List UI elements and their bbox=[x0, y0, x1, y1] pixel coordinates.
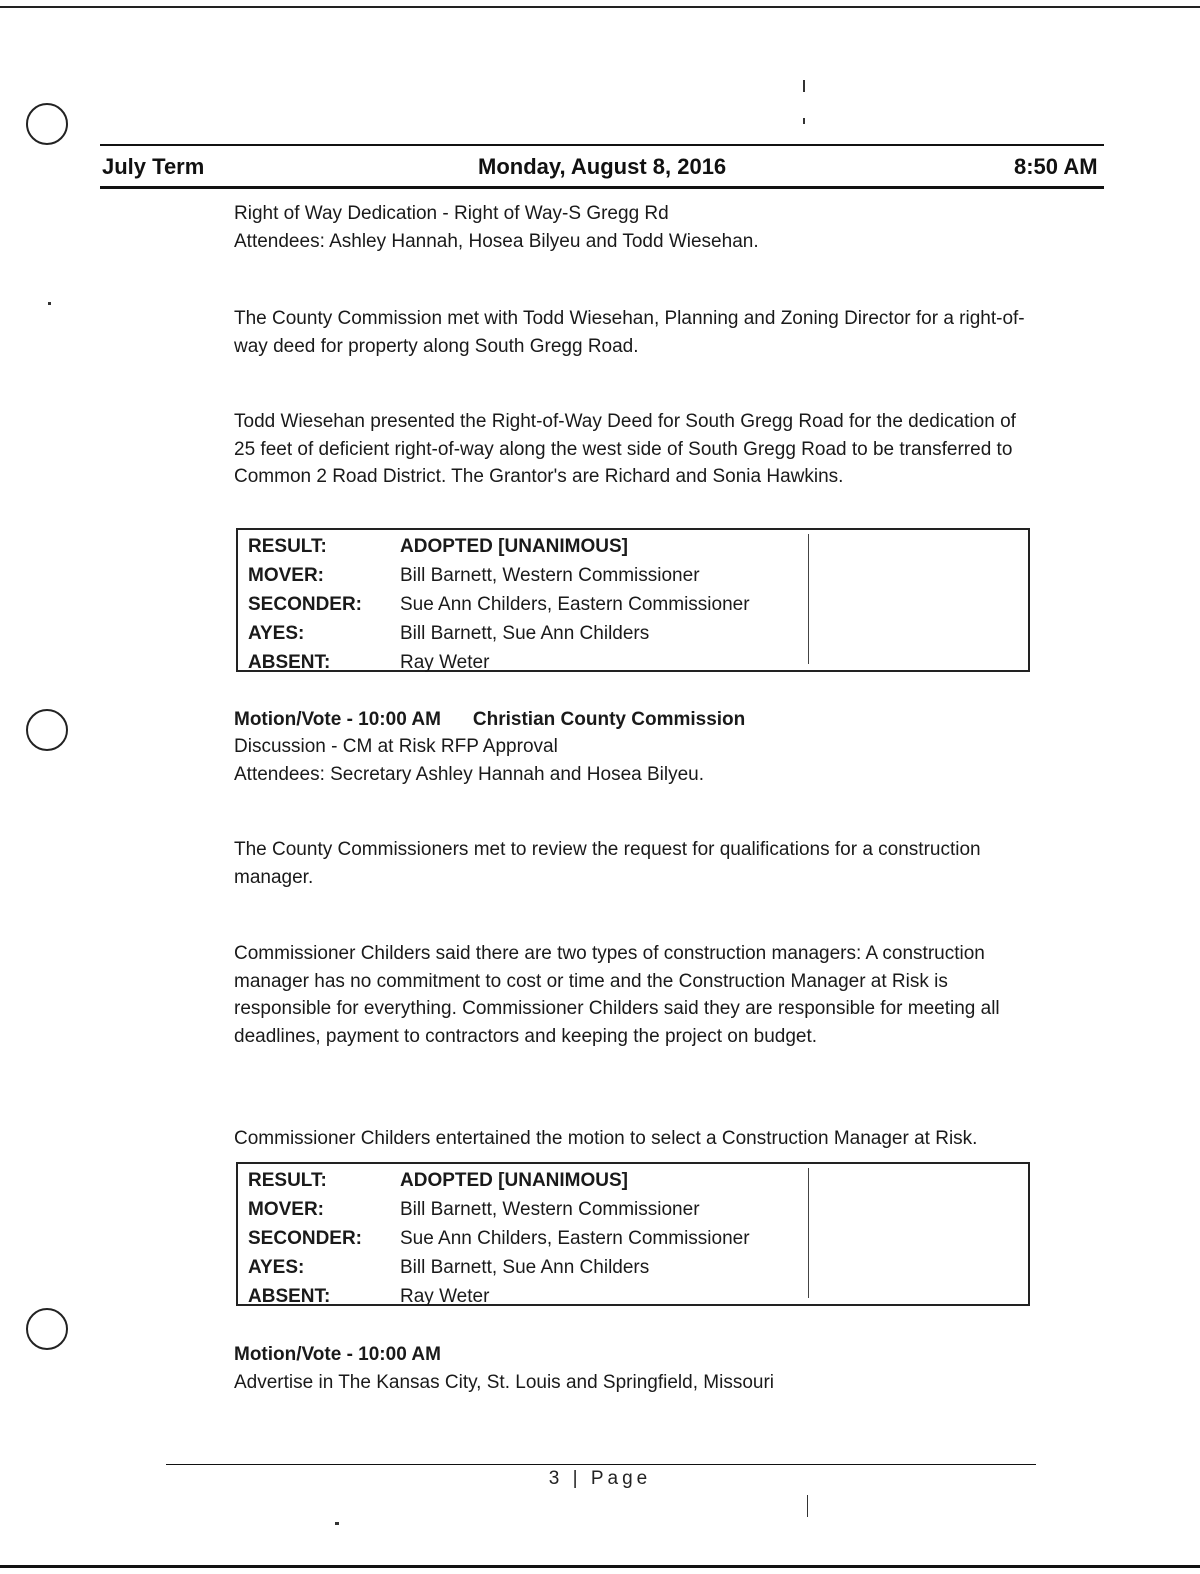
vote-mover: Bill Barnett, Western Commissioner bbox=[400, 565, 700, 586]
discussion-line: Discussion - CM at Risk RFP Approval bbox=[234, 736, 558, 757]
vote-label: RESULT: bbox=[248, 536, 327, 557]
agenda-item-title: Advertise in The Kansas City, St. Louis and Springfield, Missouri bbox=[234, 1372, 774, 1393]
vote-absent: Ray Weter bbox=[400, 1286, 490, 1307]
table-divider bbox=[808, 534, 809, 664]
scan-speck bbox=[48, 302, 51, 305]
vote-seconder: Sue Ann Childers, Eastern Commissioner bbox=[400, 594, 750, 615]
scan-bottom-edge bbox=[0, 1565, 1200, 1568]
vote-label: SECONDER: bbox=[248, 1228, 363, 1249]
table-divider bbox=[808, 1168, 809, 1298]
agenda-item-title: Right of Way Dedication - Right of Way-S Gregg Rd bbox=[234, 203, 669, 224]
term-label: July Term bbox=[102, 154, 205, 179]
punch-hole-top bbox=[26, 103, 68, 145]
vote-label: MOVER: bbox=[248, 565, 324, 586]
paragraph: The County Commissioners met to review the request for qualifications for a construction manager. bbox=[234, 839, 981, 888]
header-bottom-rule bbox=[100, 186, 1104, 189]
motion-body: Christian County Commission bbox=[472, 709, 746, 730]
scan-speck bbox=[803, 118, 805, 124]
vote-result: ADOPTED [UNANIMOUS] bbox=[400, 1170, 628, 1191]
paragraph: Commissioner Childers entertained the motion to select a Construction Manager at Risk. bbox=[234, 1128, 978, 1149]
vote-seconder: Sue Ann Childers, Eastern Commissioner bbox=[400, 1228, 750, 1249]
vote-result-table bbox=[236, 1162, 1030, 1306]
punch-hole-middle bbox=[26, 709, 68, 751]
vote-label: AYES: bbox=[248, 1257, 305, 1278]
scan-speck bbox=[335, 1522, 339, 1525]
vote-ayes: Bill Barnett, Sue Ann Childers bbox=[400, 623, 650, 644]
vote-result: ADOPTED [UNANIMOUS] bbox=[400, 536, 628, 557]
motion-type: Motion/Vote - 10:00 AM bbox=[234, 709, 441, 730]
minutes-body bbox=[234, 200, 1034, 1420]
motion-heading: Motion/Vote - 10:00 AM bbox=[234, 1344, 441, 1365]
scan-speck bbox=[807, 1495, 808, 1517]
header-top-rule bbox=[100, 144, 1104, 146]
paragraph: Todd Wiesehan presented the Right-of-Way Deed for South Gregg Road for the dedication of 25 feet of deficient right-of-way along the west side of South Gregg Road to be transferred to Common 2 Road District. The Grantor's are Richard and Sonia Hawkins. bbox=[234, 411, 1016, 487]
vote-result-table bbox=[236, 528, 1030, 672]
attendees-line: Attendees: Ashley Hannah, Hosea Bilyeu and Todd Wiesehan. bbox=[234, 231, 759, 252]
scan-top-edge bbox=[0, 6, 1200, 8]
meeting-date: Monday, August 8, 2016 bbox=[478, 154, 727, 179]
scan-speck bbox=[803, 80, 805, 92]
vote-ayes: Bill Barnett, Sue Ann Childers bbox=[400, 1257, 650, 1278]
vote-label: SECONDER: bbox=[248, 594, 363, 615]
vote-label: RESULT: bbox=[248, 1170, 327, 1191]
meeting-time: 8:50 AM bbox=[1014, 154, 1098, 179]
footer-rule bbox=[166, 1464, 1036, 1465]
attendees-line: Attendees: Secretary Ashley Hannah and Hosea Bilyeu. bbox=[234, 764, 705, 785]
vote-label: ABSENT: bbox=[248, 1286, 331, 1307]
vote-absent: Ray Weter bbox=[400, 652, 490, 673]
vote-label: AYES: bbox=[248, 623, 305, 644]
page-number: 3 | Page bbox=[548, 1468, 652, 1489]
vote-label: MOVER: bbox=[248, 1199, 324, 1220]
motion-heading bbox=[234, 706, 1034, 734]
vote-label: ABSENT: bbox=[248, 652, 331, 673]
paragraph: The County Commission met with Todd Wiesehan, Planning and Zoning Director for a right-of-way deed for property along South Gregg Road. bbox=[234, 308, 1025, 357]
punch-hole-bottom bbox=[26, 1308, 68, 1350]
vote-mover: Bill Barnett, Western Commissioner bbox=[400, 1199, 700, 1220]
paragraph: Commissioner Childers said there are two types of construction managers: A construction manager has no commitment to cost or time and the Construction Manager at Risk is responsible for everything. Commissioner Childers said they are responsible for meeting all deadlines, payment to contractors and keeping the project on budget. bbox=[234, 943, 1000, 1047]
